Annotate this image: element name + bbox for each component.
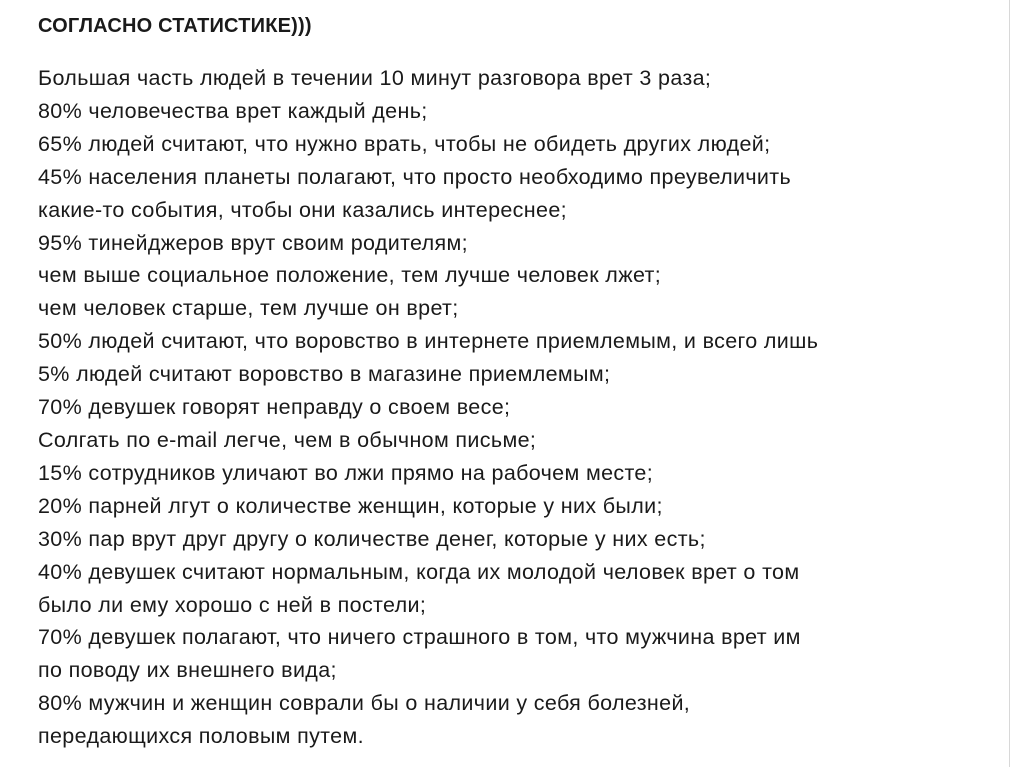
statistics-line: 45% населения планеты полагают, что просто необходимо преувеличить <box>38 164 792 189</box>
statistics-list <box>38 62 998 753</box>
statistics-line: 70% девушек говорят неправду о своем весе; <box>38 395 511 420</box>
statistics-line: Большая часть людей в течении 10 минут разговора врет 3 раза; <box>38 66 712 90</box>
statistics-line: какие-то события, чтобы они казались интереснее; <box>38 197 567 222</box>
statistics-line: 80% мужчин и женщин соврали бы о наличии у себя болезней, <box>38 691 691 716</box>
statistics-line: 95% тинейджеров врут своим родителям; <box>38 230 468 255</box>
statistics-line: чем человек старше, тем лучше он врет; <box>38 296 459 321</box>
statistics-line: Солгать по e-mail легче, чем в обычном письме; <box>38 427 537 452</box>
statistics-line: чем выше социальное положение, тем лучше человек лжет; <box>38 263 662 288</box>
statistics-line: 80% человечества врет каждый день; <box>38 98 428 123</box>
statistics-line: 30% пар врут друг другу о количестве денег, которые у них есть; <box>38 526 706 551</box>
statistics-line: 50% людей считают, что воровство в интернете приемлемым, и всего лишь <box>38 329 819 354</box>
slide-edge <box>1009 0 1024 767</box>
statistics-line: 70% девушек полагают, что ничего страшного в том, что мужчина врет им <box>38 625 801 650</box>
slide-title: СОГЛАСНО СТАТИСТИКЕ))) <box>38 15 312 37</box>
statistics-line: было ли ему хорошо с ней в постели; <box>38 592 427 617</box>
statistics-line: 65% людей считают, что нужно врать, чтобы не обидеть других людей; <box>38 131 771 156</box>
slide-content <box>38 14 998 753</box>
statistics-line: 15% сотрудников уличают во лжи прямо на рабочем месте; <box>38 460 654 485</box>
statistics-line: передающихся половым путем. <box>38 724 364 749</box>
statistics-line: 5% людей считают воровство в магазине приемлемым; <box>38 362 611 387</box>
statistics-line: 20% парней лгут о количестве женщин, которые у них были; <box>38 493 663 518</box>
statistics-line: 40% девушек считают нормальным, когда их молодой человек врет о том <box>38 559 800 584</box>
statistics-line: по поводу их внешнего вида; <box>38 658 337 683</box>
